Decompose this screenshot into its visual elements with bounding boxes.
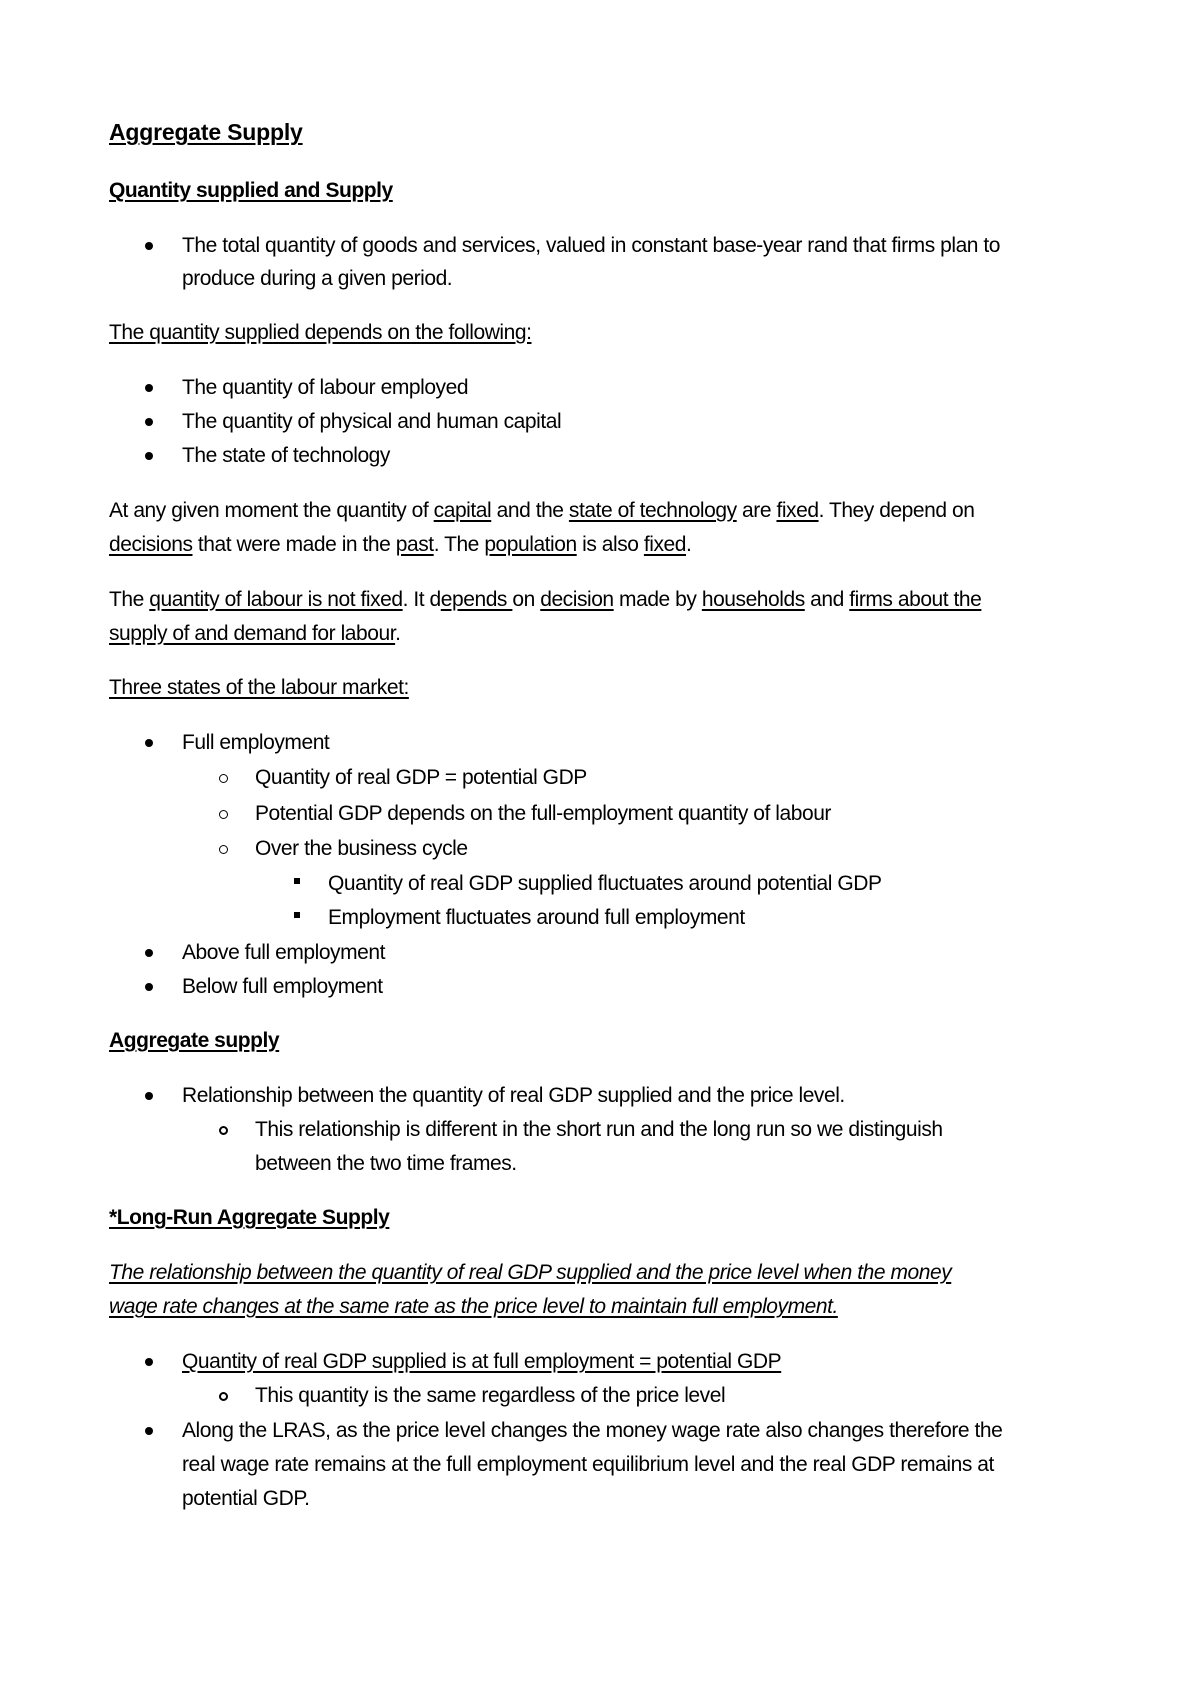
paragraph-capital-line1: At any given moment the quantity of capital and the state of technology are fixed. They depend on [109, 499, 975, 522]
list-item: The quantity of physical and human capital [182, 410, 562, 433]
page-title: Aggregate Supply [109, 119, 303, 145]
list-item: Quantity of real GDP supplied is at full employment = potential GDP [182, 1350, 782, 1373]
list-item-continuation: produce during a given period. [182, 267, 453, 290]
list-item: The quantity of labour employed [182, 376, 469, 399]
definition-line2: wage rate changes at the same rate as the price level to maintain full employment. [109, 1295, 838, 1318]
section-heading-lras: *Long-Run Aggregate Supply [109, 1206, 390, 1229]
square-bullet-icon [294, 912, 300, 918]
sub-list-item: Quantity of real GDP = potential GDP [255, 766, 587, 789]
bullet-icon [145, 1092, 153, 1100]
section-heading-aggregate-supply: Aggregate supply [109, 1029, 280, 1052]
list-item-continuation: potential GDP. [182, 1487, 310, 1510]
section-heading-depends-on: The quantity supplied depends on the following: [109, 321, 532, 344]
bullet-icon [145, 242, 153, 250]
sub-sub-list-item: Employment fluctuates around full employment [328, 906, 745, 929]
list-item: Full employment [182, 731, 330, 754]
sub-list-item: This quantity is the same regardless of the price level [255, 1384, 726, 1407]
sub-list-item: Potential GDP depends on the full-employment quantity of labour [255, 802, 831, 825]
paragraph-capital-line2: decisions that were made in the past. The population is also fixed. [109, 533, 692, 556]
bullet-icon [145, 739, 153, 747]
bullet-icon [145, 949, 153, 957]
list-item: Below full employment [182, 975, 383, 998]
list-item: Relationship between the quantity of real GDP supplied and the price level. [182, 1084, 845, 1107]
circle-bullet-icon [219, 845, 228, 854]
circle-bullet-icon [219, 1392, 228, 1401]
definition-line1: The relationship between the quantity of real GDP supplied and the price level when the money [109, 1261, 952, 1284]
square-bullet-icon [294, 878, 300, 884]
section-heading-quantity-supplied: Quantity supplied and Supply [109, 179, 393, 202]
sub-list-item: Over the business cycle [255, 837, 468, 860]
circle-bullet-icon [219, 774, 228, 783]
list-item: The state of technology [182, 444, 390, 467]
list-item: Along the LRAS, as the price level changes the money wage rate also changes therefore the [182, 1419, 1003, 1442]
sub-sub-list-item: Quantity of real GDP supplied fluctuates around potential GDP [328, 872, 882, 895]
bullet-icon [145, 418, 153, 426]
bullet-icon [145, 1427, 153, 1435]
bullet-icon [145, 1358, 153, 1366]
section-heading-labour-market: Three states of the labour market: [109, 676, 409, 699]
circle-bullet-icon [219, 810, 228, 819]
list-item: The total quantity of goods and services, valued in constant base-year rand that firms plan to [182, 234, 1001, 257]
list-item-continuation: real wage rate remains at the full employment equilibrium level and the real GDP remains at [182, 1453, 994, 1476]
paragraph-labour-line2: supply of and demand for labour. [109, 622, 401, 645]
sub-list-item: This relationship is different in the short run and the long run so we distinguish [255, 1118, 943, 1141]
bullet-icon [145, 983, 153, 991]
paragraph-labour-line1: The quantity of labour is not fixed. It depends on decision made by households and firms about the [109, 588, 982, 611]
sub-list-item-continuation: between the two time frames. [255, 1152, 517, 1175]
bullet-icon [145, 384, 153, 392]
list-item: Above full employment [182, 941, 385, 964]
bullet-icon [145, 452, 153, 460]
circle-bullet-icon [219, 1126, 228, 1135]
